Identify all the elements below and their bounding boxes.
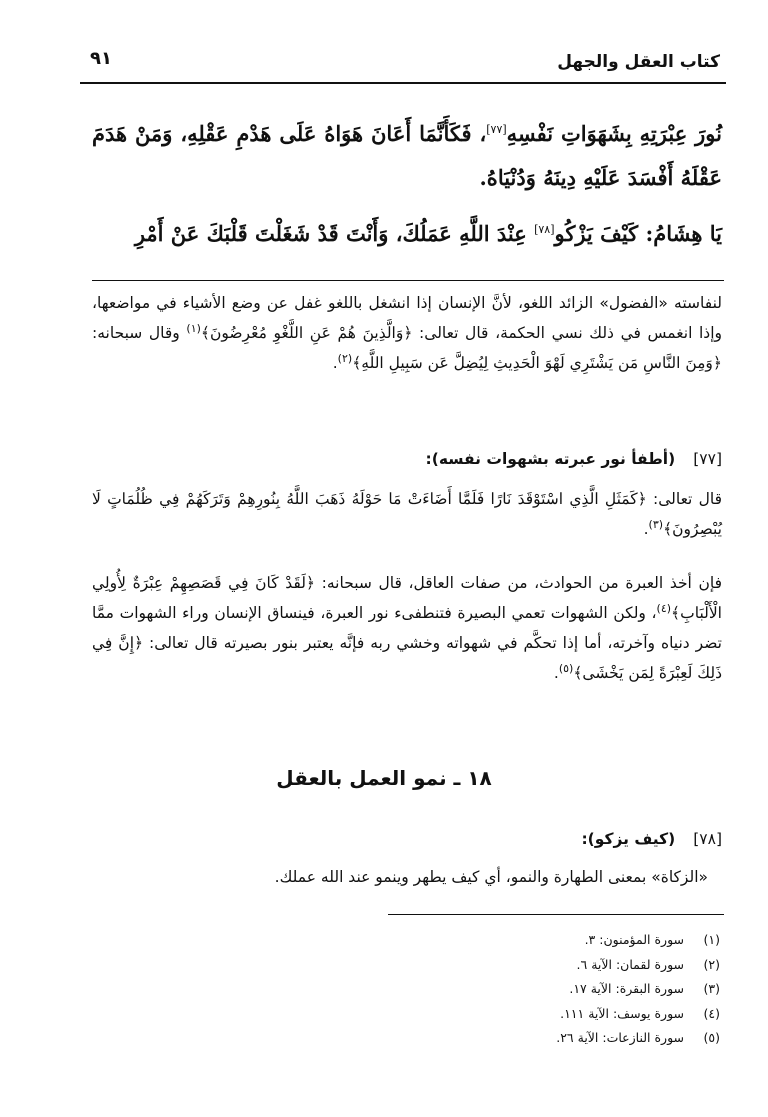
ref-78: [٧٨] xyxy=(534,223,555,236)
note-77-heading xyxy=(92,450,722,468)
footnotes xyxy=(420,928,720,1051)
footnote-ref: (٥) xyxy=(558,661,574,675)
footnote-separator xyxy=(388,914,724,915)
note-78-heading xyxy=(92,830,722,848)
hadith-paragraph-1: نُورَ عِبْرَتِهِ بِشَهَوَاتِ نَفْسِهِ[٧٧]، فَكَأَنَّمَا أَعَانَ هَوَاهُ عَلَى هَدْمِ عَقْلِهِ، وَمَنْ هَدَمَ عَقْلَهُ أَفْسَدَ عَلَيْهِ دِينَهُ وَدُنْيَاهُ. xyxy=(92,121,722,190)
definition-text: «الزكاة» بمعنى الطهارة والنمو، أي كيف يطهر وينمو عند الله عملك. xyxy=(274,868,708,886)
footnote: (٤) سورة يوسف: الآية ١١١. xyxy=(560,1005,720,1021)
commentary-paragraph-2: قال تعالى: ﴿كَمَثَلِ الَّذِي اسْتَوْقَدَ نَارًا فَلَمَّا أَضَاءَتْ مَا حَوْلَهُ ذَهَبَ اللَّهُ بِنُورِهِمْ وَتَرَكَهُمْ فِي ظُلُمَاتٍ لَا يُبْصِرُونَ﴾$^{(٣)}$. xyxy=(92,490,722,538)
footnote-ref: (١) xyxy=(186,321,201,335)
quran-verse: ﴿وَالَّذِينَ هُمْ عَنِ اللَّغْوِ مُعْرِضُونَ﴾ xyxy=(200,324,413,342)
commentary-paragraph-1: لنفاسته «الفضول» الزائد اللغو، لأنَّ الإنسان إذا انشغل باللغو غفل عن وضع الأشياء في مواضعها، وإذا انغمس في ذلك نسي الحكمة، قال تعالى: ﴿وَالَّذِينَ هُمْ عَنِ اللَّغْوِ مُعْرِضُونَ﴾$^{(١)}$ وقال سبحانه: ﴿وَمِنَ النَّاسِ مَن يَشْتَرِي لَهْوَ الْحَدِيثِ لِيُضِلَّ عَن سَبِيلِ اللَّهِ﴾$^{(٢)}$. xyxy=(92,294,722,372)
footnote-ref: (٣) xyxy=(648,517,664,531)
note-title: (أطفأ نور عبرته بشهوات نفسه): xyxy=(425,450,676,468)
footnote: (٣) سورة البقرة: الآية ١٧. xyxy=(569,981,720,996)
footnote-ref: (٤) xyxy=(656,601,672,615)
quran-verse: ﴿وَمِنَ النَّاسِ مَن يَشْتَرِي لَهْوَ الْحَدِيثِ لِيُضِلَّ عَن سَبِيلِ اللَّهِ﴾ xyxy=(352,354,722,372)
footnote: (١) سورة المؤمنون: ٣. xyxy=(584,932,720,947)
footnote: (٢) سورة لقمان: الآية ٦. xyxy=(576,956,720,972)
note-number: [٧٧] xyxy=(693,450,722,468)
quran-verse: ﴿لَقَدْ كَانَ فِي قَصَصِهِمْ عِبْرَةٌ لِأُولِي الْأَلْبَابِ﴾ xyxy=(92,574,722,622)
page-number: ٩١ xyxy=(90,48,112,69)
running-title: كتاب العقل والجهل xyxy=(557,52,720,72)
footnote: (٥) سورة النازعات: الآية ٢٦. xyxy=(556,1030,720,1045)
note-title: (كيف يزكو): xyxy=(581,830,676,848)
section-heading: ١٨ ـ نمو العمل بالعقل xyxy=(276,766,492,790)
quran-verse: ﴿كَمَثَلِ الَّذِي اسْتَوْقَدَ نَارًا فَلَمَّا أَضَاءَتْ مَا حَوْلَهُ ذَهَبَ اللَّهُ بِنُورِهِمْ وَتَرَكَهُمْ فِي ظُلُمَاتٍ لَا يُبْصِرُونَ﴾ xyxy=(92,490,722,538)
footnote-ref: (٢) xyxy=(337,351,353,365)
ref-77: [٧٧] xyxy=(486,123,507,136)
note-number: [٧٨] xyxy=(693,830,722,848)
commentary-separator xyxy=(92,280,724,281)
commentary-paragraph-3: فإن أخذ العبرة من الحوادث، من صفات العاقل، قال سبحانه: ﴿لَقَدْ كَانَ فِي قَصَصِهِمْ عِبْرَةٌ لِأُولِي الْأَلْبَابِ﴾$^{(٤)}$، ولكن الشهوات تعمي البصيرة فتنطفىء نور العبرة، فينساق الإنسان وراء الشهوات ممَّا تضر دنياه وآخرته، أما إذا تحكَّم في شهواته وخشي ربه فإنَّه يعتبر بنور بصيرته قال تعالى: ﴿إِنَّ فِي ذَلِكَ لَعِبْرَةً لِمَن يَخْشَى﴾$^{(٥)}$. xyxy=(92,574,722,682)
hadith-paragraph-2: يَا هِشَامُ: كَيْفَ يَزْكُو[٧٨] عِنْدَ اللَّهِ عَمَلُكَ، وَأَنْتَ قَدْ شَغَلْتَ قَلْبَكَ عَنْ أَمْرِ xyxy=(134,221,722,246)
hadith-text xyxy=(92,112,722,256)
quran-verse: ﴿إِنَّ فِي ذَلِكَ لَعِبْرَةً لِمَن يَخْشَى﴾ xyxy=(92,634,722,682)
header-rule xyxy=(80,82,726,84)
